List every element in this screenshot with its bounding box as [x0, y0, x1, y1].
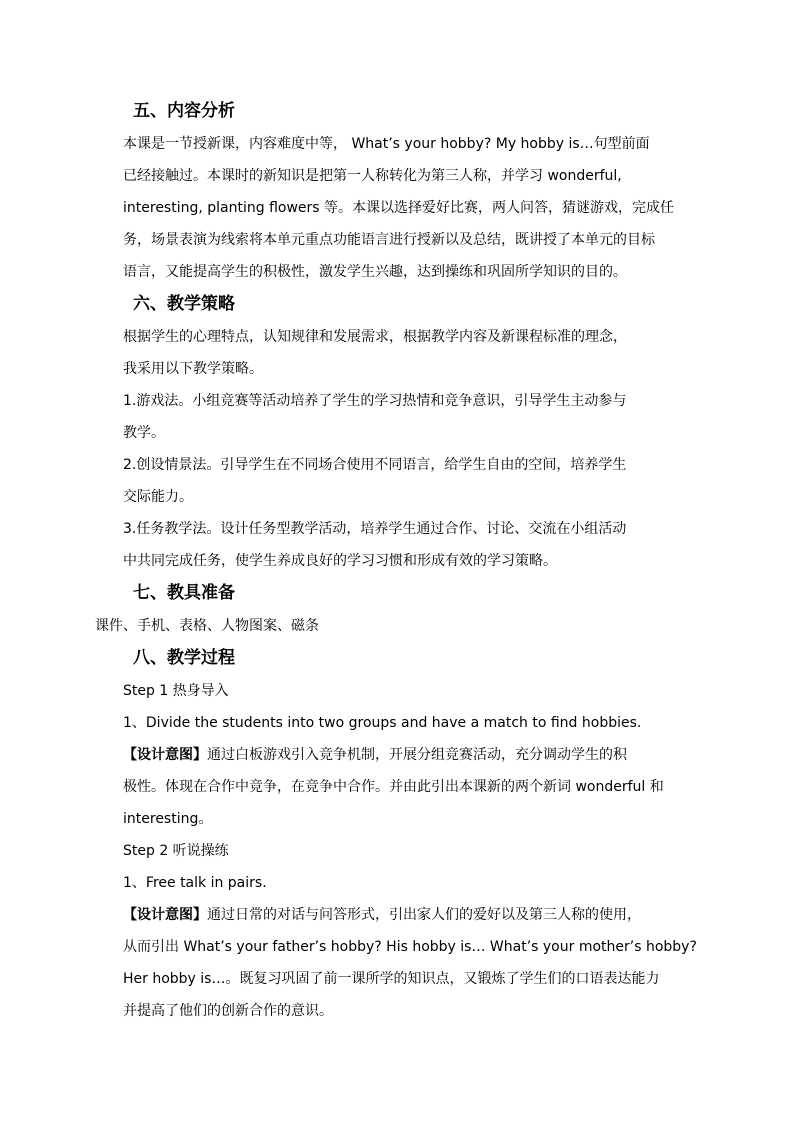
text-line: Step 1 热身导入 — [123, 683, 229, 699]
design-intent-text: 通过日常的对话与问答形式，引出家人们的爱好以及第三人称的使用， — [207, 907, 641, 923]
design-intent-tag: 【设计意图】 — [123, 747, 207, 763]
text-line: 课件、手机、表格、人物图案、磁条 — [95, 618, 319, 634]
text-line — [95, 739, 701, 771]
section-6-intro — [95, 321, 701, 385]
text-line: 1.游戏法。小组竞赛等活动培养了学生的学习热情和竞争意识，引导学生主动参与 — [123, 393, 627, 409]
text-line: 交际能力。 — [123, 489, 193, 505]
step-1-activity — [95, 707, 701, 739]
step-2-design-intent — [95, 899, 701, 1027]
text-line: 我采用以下教学策略。 — [123, 361, 263, 377]
section-6-heading: 六、教学策略 — [133, 294, 235, 314]
text-line: interesting, planting flowers 等。本课以选择爱好比赛，两人问答，猜谜游戏，完成任 — [123, 200, 675, 216]
design-intent-text: 通过白板游戏引入竞争机制，开展分组竞赛活动，充分调动学生的积 — [207, 747, 627, 763]
step-2-activity — [95, 867, 701, 899]
text-line: 2.创设情景法。引导学生在不同场合使用不同语言，给学生自由的空间，培养学生 — [123, 457, 627, 473]
step-1-design-intent — [95, 739, 701, 835]
design-intent-tag: 【设计意图】 — [123, 907, 207, 923]
text-line: 3.任务教学法。设计任务型教学活动，培养学生通过合作、讨论、交流在小组活动 — [123, 521, 627, 537]
text-line: interesting。 — [123, 811, 213, 827]
text-line: 本课是一节授新课，内容难度中等， What’s your hobby? My hobby is…句型前面 — [123, 136, 650, 152]
text-line: Her hobby is…。既复习巩固了前一课所学的知识点，又锻炼了学生们的口语表达能力 — [123, 971, 660, 987]
strategy-1 — [95, 385, 701, 449]
text-line: 教学。 — [123, 425, 165, 441]
text-line: 根据学生的心理特点，认知规律和发展需求，根据教学内容及新课程标准的理念， — [123, 329, 627, 345]
document-page — [95, 95, 701, 1027]
text-line: 极性。体现在合作中竞争，在竞争中合作。并由此引出本课新的两个新词 wonderful 和 — [123, 779, 664, 795]
section-5-heading: 五、内容分析 — [133, 101, 235, 121]
section-8-heading: 八、教学过程 — [133, 648, 235, 668]
section-5-paragraph — [95, 128, 701, 288]
text-line: 中共同完成任务，使学生养成良好的学习习惯和形成有效的学习策略。 — [123, 553, 557, 569]
text-line: 并提高了他们的创新合作的意识。 — [123, 1003, 333, 1019]
text-line: 1、Free talk in pairs. — [123, 875, 267, 891]
strategy-2 — [95, 449, 701, 513]
step-1-title — [95, 675, 701, 707]
text-line: 务，场景表演为线索将本单元重点功能语言进行授新以及总结，既讲授了本单元的目标 — [123, 232, 655, 248]
text-line: 1、Divide the students into two groups and have a match to find hobbies. — [123, 715, 642, 731]
step-2-title — [95, 835, 701, 867]
text-line: 已经接触过。本课时的新知识是把第一人称转化为第三人称，并学习 wonderful, — [123, 168, 622, 184]
teaching-aids-list — [95, 610, 701, 642]
strategy-3 — [95, 513, 701, 577]
text-line: 语言，又能提高学生的积极性，激发学生兴趣，达到操练和巩固所学知识的目的。 — [123, 264, 627, 280]
text-line — [95, 899, 701, 931]
text-line: Step 2 听说操练 — [123, 843, 229, 859]
section-7-heading: 七、教具准备 — [133, 583, 235, 603]
text-line: 从而引出 What’s your father’s hobby? His hobby is… What’s your mother’s hobby? — [123, 939, 697, 955]
